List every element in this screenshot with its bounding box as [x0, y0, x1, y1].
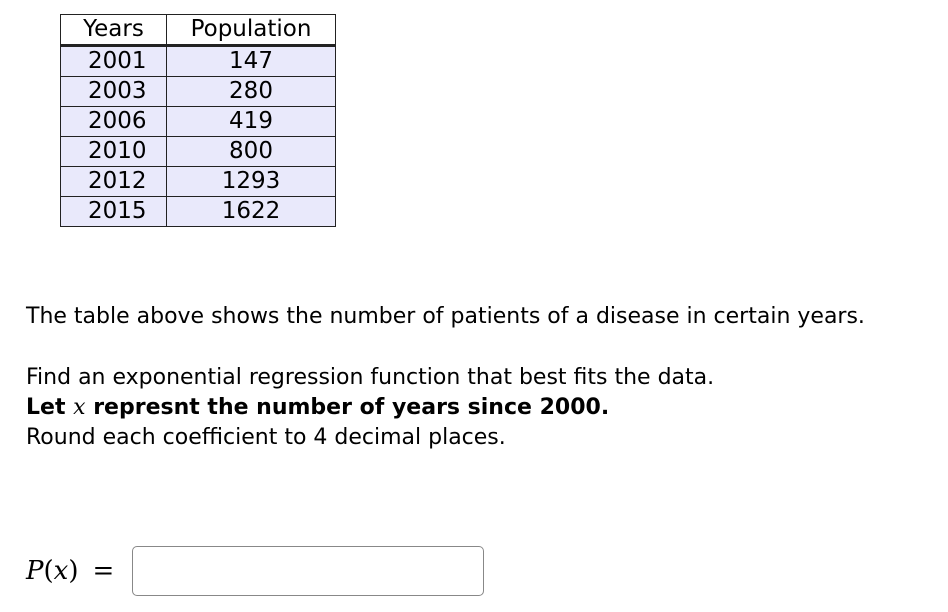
instruction-line: Find an exponential regression function that best fits the data.: [26, 365, 715, 390]
question-description: The table above shows the number of patients of a disease in certain years.: [26, 304, 865, 329]
instruction-variable-line: [26, 393, 714, 423]
year-cell: 2015: [61, 197, 167, 227]
open-paren: (: [43, 556, 54, 586]
equals-sign: =: [92, 556, 115, 586]
math-variable: x: [73, 395, 86, 420]
year-cell: 2001: [61, 46, 167, 77]
instruction-line: Round each coefficient to 4 decimal places.: [26, 425, 506, 450]
population-cell: 1293: [167, 167, 336, 197]
table-row: [61, 46, 336, 77]
answer-input[interactable]: [132, 546, 484, 596]
years-header: Years: [61, 15, 167, 46]
table-row: [61, 137, 336, 167]
year-cell: 2006: [61, 107, 167, 137]
function-variable: x: [53, 556, 69, 586]
instruction-prefix: Let: [26, 395, 74, 420]
close-paren: ): [68, 556, 79, 586]
question-instructions: [26, 363, 714, 453]
population-cell: 147: [167, 46, 336, 77]
population-header: Population: [167, 15, 336, 46]
instruction-suffix: represnt the number of years since 2000.: [85, 395, 610, 420]
data-table: [60, 14, 336, 227]
table-row: [61, 77, 336, 107]
population-cell: 419: [167, 107, 336, 137]
table-header-row: [61, 15, 336, 46]
year-cell: 2012: [61, 167, 167, 197]
population-cell: 1622: [167, 197, 336, 227]
function-name: P: [26, 556, 44, 586]
function-label: [26, 556, 78, 586]
table-row: [61, 107, 336, 137]
population-cell: 280: [167, 77, 336, 107]
table-row: [61, 167, 336, 197]
year-cell: 2010: [61, 137, 167, 167]
population-cell: 800: [167, 137, 336, 167]
answer-row: [26, 545, 484, 597]
table-row: [61, 197, 336, 227]
year-cell: 2003: [61, 77, 167, 107]
